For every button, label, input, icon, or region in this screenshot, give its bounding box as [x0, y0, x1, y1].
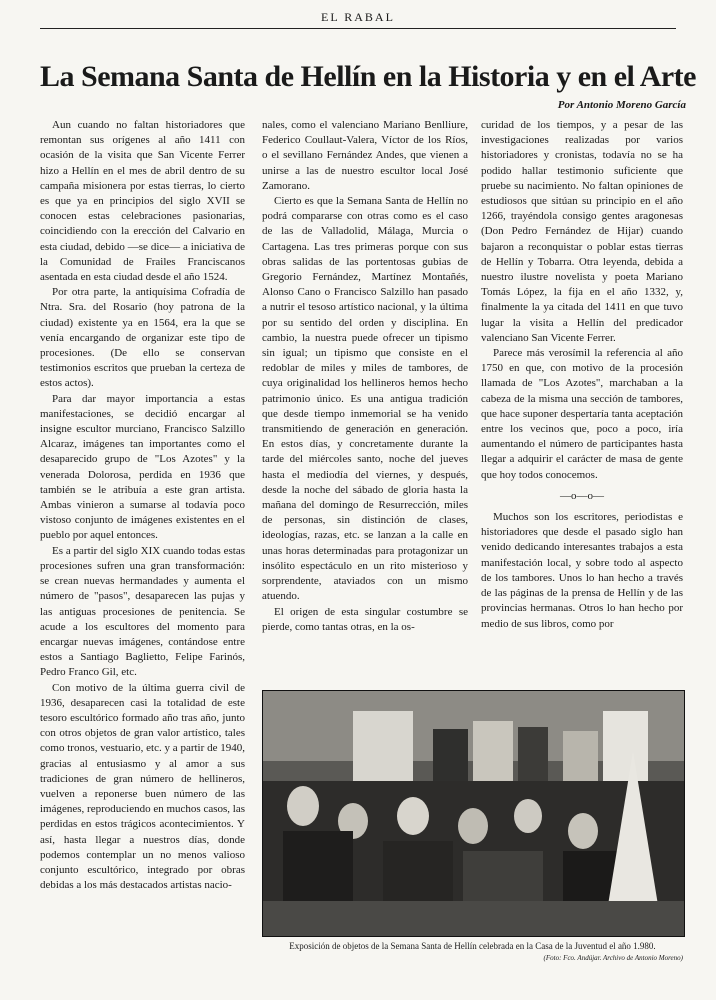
paragraph: El origen de esta singular costumbre se pierde, como tantas otras, en la os- [262, 605, 468, 633]
paragraph: Para dar mayor importancia a estas manifestaciones, se decidió encargar al insigne escultor murciano, Francisco Salzillo Alcaraz, imágenes tan importantes como el desaparecido grupo de "Los Azotes" y la venerada Dolorosa, perdida en 1936 que también se le atribuía a este gran artista. Ambas vinieron a sumarse al todavía poco vistoso conjunto de imágenes existentes en el pueblo por aquel entonces. [40, 392, 245, 542]
paragraph: Con motivo de la última guerra civil de 1936, desaparecen casi la totalidad de este tesoro escultórico formado año tras año, junto con otros objetos de gran valor artístico, tales como tronos, vestuario, etc. y a partir de 1940, gracias al entusiasmo y al amor a sus tradiciones de gran número de hellineros, vuelven a reponerse buen número de las imágenes, reproduciendo en muchos casos, las perdidas en estos trágicos acontecimientos. Y así, hasta llegar a nuestros días, donde podemos contemplar un no menos valioso conjunto escultórico, integrado por obras debidas a los más destacados artistas nacio- [40, 681, 245, 892]
paragraph: Por otra parte, la antiquísima Cofradía de Ntra. Sra. del Rosario (hoy patrona de la ciudad) existente ya en 1564, era la que se venía encargando de organizar este tipo de procesiones. (De ello se conservan testimonios escritos que prueban la certeza de estos actos). [40, 286, 245, 390]
paragraph: nales, como el valenciano Mariano Benlliure, Federico Coullaut-Valera, Víctor de los Ríos, o el sevillano Fernández Andes, que vienen a unirse a las de nuestro escultor local José Zamorano. [262, 119, 468, 192]
column-1 [40, 118, 245, 893]
paragraph: Cierto es que la Semana Santa de Hellín no podrá compararse con otras como es el caso de las de Valladolid, Málaga, Murcia o Cartagena. Las tres primeras porque con sus obras salidas de las portentosas gubias de Gregorio Fernández, Martínez Montañés, Alonso Cano o Francisco Salzillo han pasado a nutrir el tesoso artístico nacional, y la última por su sentido del orden y disciplina. En cambio, la nuestra puede ofrecer un tipismo sin igual; un tipismo que consiste en el redoblar de miles y miles de tambores, de cuya originalidad los hellineros hemos hecho patrimonio único. Es una antigua tradición que desde tiempo inmemorial se ha venido transmitiendo de generación en generación. En estos días, y concretamente durante la tarde del miércoles santo, noche del jueves hasta el mediodía del viernes, y después, desde la noche del sábado de gloria hasta la mañana del domingo de Resurrección, miles de personas, sin distinción de clases, ideologías, razas, etc. se lanzan a la calle en unas horas determinadas para protagonizar un insólito espectáculo en un rito misterioso y sorprendente, ataviados con un mismo atuendo. [262, 195, 468, 603]
section-separator: —o—o— [560, 489, 604, 502]
byline: Por Antonio Moreno García [557, 99, 686, 111]
paragraph: curidad de los tiempos, y a pesar de las investigaciones realizadas por varios historiadores y cronistas, todavía no se ha podido hallar testimonio suficiente que pruebe su nacimiento. No faltan opiniones de estudiosos que sitúan su principio en el año 1266, trayéndola consigo gentes aragonesas (Don Pedro Fernández de Hijar) cuando bajaron a reconquistar o poblar estas tierras de Hellín y Tobarra. Otra leyenda, debida a nuestro ilustre novelista y poeta Mariano Tomás López, la fija en el año 1332, y, finalmente la ya citada del 1411 en que tuvo lugar la visita a Hellín del predicador valenciano San Vicente Ferrer. [481, 119, 683, 344]
column-3 [481, 118, 683, 632]
running-head: EL RABAL [40, 10, 676, 29]
paragraph: Es a partir del siglo XIX cuando todas estas procesiones sufren una gran transformación: se crean nuevas hermandades y aumenta el número de "pasos", desaparecen las pujas y las antiguas procesiones de penitencia. Se acude a los escultores del momento para encargar nuevas imágenes, contándose entre estos a Santiago Baglietto, Felipe Farinós, Pedro Franco Gil, etc. [40, 544, 245, 679]
article-headline: La Semana Santa de Hellín en la Historia y en el Arte [40, 60, 696, 93]
paragraph: Muchos son los escritores, periodistas e historiadores que desde el pasado siglo han venido dedicando interesantes trabajos a esta manifestación local, y sobre todo al aspecto de los tambores. Unos lo han hecho a través de las páginas de la prensa de Hellín y de las provincias hermanas. Otros lo han hecho por medio de sus libros, como por [481, 511, 683, 630]
paragraph: Aun cuando no faltan historiadores que remontan sus orígenes al año 1411 con ocasión de la visita que San Vicente Ferrer hizo a Hellín en el mes de abril dentro de su campaña misionera por estas tierras, lo cierto es que ya en principios del siglo XVII se conocen estas celebraciones pasionarias, coincidiendo con la erección del Calvario en esta ciudad, debido —se dice— a iniciativa de la Comunidad de Frailes Franciscanos asentada en esta ciudad desde el año 1524. [40, 119, 245, 284]
photo-credit: (Foto: Fco. Andújar. Archivo de Antonio Moreno) [543, 954, 683, 962]
photo-illustration [263, 691, 684, 936]
exhibition-photo [262, 690, 685, 937]
paragraph: Parece más verosímil la referencia al año 1750 en que, con motivo de la procesión llamada de "Los Azotes", marchaban a la cabeza de la misma una sección de tambores, que hace suponer despertaría tanta aceptación entre los vecinos que, poco a poco, iría aumentando el número de participantes hasta llegar a adquirir el carácter de masa de gente que hoy todos conocemos. [481, 347, 683, 481]
photo-caption: Exposición de objetos de la Semana Santa de Hellín celebrada en la Casa de la Juventud el año 1.980. [289, 941, 656, 951]
column-2 [262, 118, 468, 635]
